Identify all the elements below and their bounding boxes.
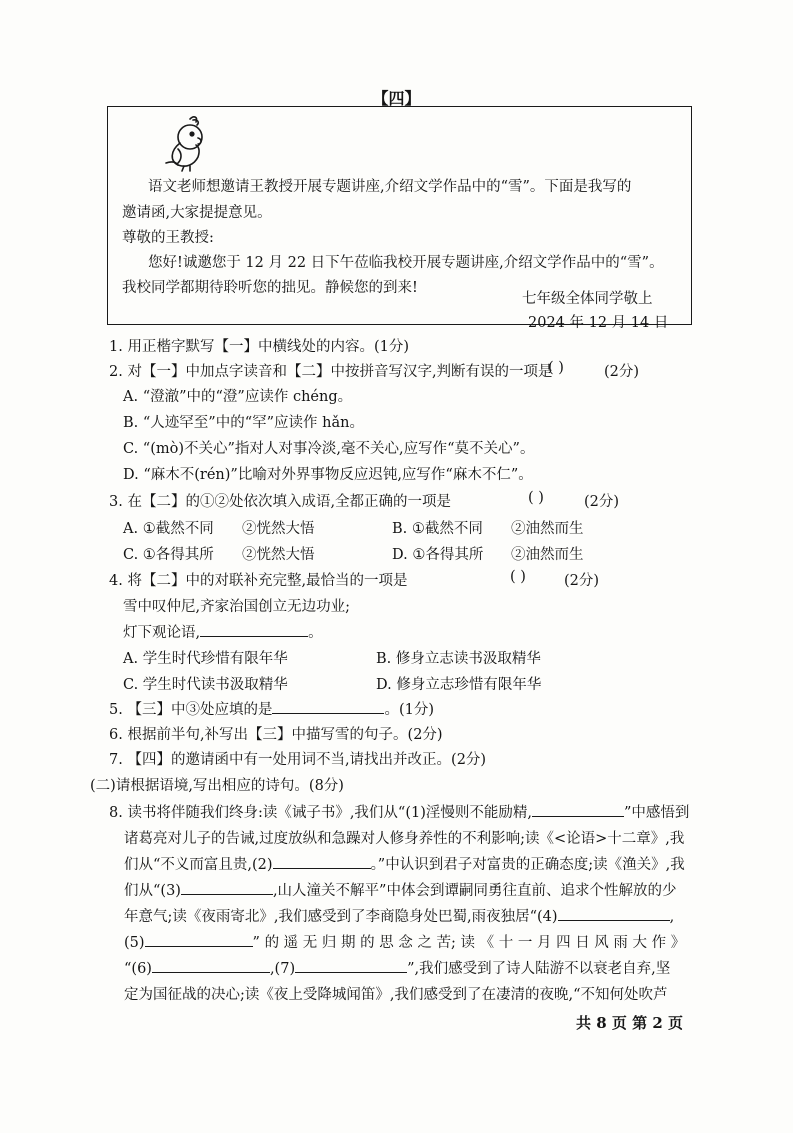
answer-blank-2[interactable] [273,854,371,869]
letter-salutation: 尊敬的王教授: [122,230,214,246]
question-3-score: (2分) [584,494,620,510]
q8-text: “(6) [124,961,152,977]
answer-blank-3[interactable] [181,880,273,895]
question-3-option-b2: ②油然而生 [511,521,584,537]
question-3-option-c2: ②恍然大悟 [242,547,315,563]
question-4-option-d: D. 修身立志珍惜有限年华 [376,677,542,693]
question-2-option-c: C. “(mò)不关心”指对人对事冷淡,毫不关心,应写作“莫不关心”。 [123,441,535,457]
question-3-option-a2: ②恍然大悟 [242,521,315,537]
letter-intro-line2: 邀请函,大家提提意见。 [122,205,272,221]
q8-text: ,山人潼关不解平”中体会到谭嗣同勇往直前、追求个性解放的少 [272,883,677,899]
question-2-stem: 2. 对【一】中加点字读音和【二】中按拼音写汉字,判断有误的一项是 [109,364,553,380]
answer-blank-5[interactable] [145,932,253,947]
question-3-option-c1: C. ①各得其所 [123,547,214,563]
letter-body-line2: 我校同学都期待聆听您的拙见。静候您的到来! [122,280,418,296]
question-2-option-d: D. “麻木不(rén)”比喻对外界事物反应迟钝,应写作“麻木不仁”。 [123,467,533,483]
question-2-answer-paren: ( ) [548,360,564,376]
question-2-option-a: A. “澄澈”中的“澄”应读作 chéng。 [123,389,353,405]
question-4-score: (2分) [564,573,600,589]
q8-text: , [669,909,675,925]
q8-text: 们从“(3) [124,883,181,899]
answer-blank-7[interactable] [295,958,407,973]
answer-blank[interactable] [272,699,384,714]
question-3-option-d1: D. ①各得其所 [392,547,484,563]
q8-text: 年意气;读《夜雨寄北》,我们感受到了李商隐身处巴蜀,雨夜独居“(4) [124,909,558,925]
couplet2-suffix: 。 [308,625,323,641]
question-8-line7 [124,957,670,978]
letter-body-line1: 您好!诚邀您于 12 月 22 日下午莅临我校开展专题讲座,介绍文学作品中的“雪”。 [148,255,664,271]
question-5-prefix: 5. 【三】中③处应填的是 [109,702,273,718]
question-3-option-a1: A. ①截然不同 [123,521,214,537]
question-4-answer-paren: ( ) [510,569,526,585]
question-7: 7. 【四】的邀请函中有一处用词不当,请找出并改正。(2分) [109,752,487,768]
answer-blank-6[interactable] [152,958,270,973]
question-4-stem: 4. 将【二】中的对联补充完整,最恰当的一项是 [109,573,408,589]
parrot-icon [160,113,212,173]
q8-text: (5) [124,935,145,951]
question-1: 1. 用正楷字默写【一】中横线处的内容。(1分) [109,339,409,355]
question-8-line1 [109,801,689,822]
question-5-suffix: 。(1分) [384,702,434,718]
question-3-option-b1: B. ①截然不同 [392,521,483,537]
invitation-box [107,106,692,331]
question-8-line3 [124,853,685,874]
answer-blank-4[interactable] [558,906,670,921]
letter-intro-line1: 语文老师想邀请王教授开展专题讲座,介绍文学作品中的“雪”。下面是我写的 [148,179,632,195]
question-4-couplet-line2 [123,621,323,642]
couplet2-prefix: 灯下观论语, [123,625,201,641]
question-8-line2: 诸葛亮对儿子的告诫,过度放纵和急躁对人修身养性的不利影响;读《<论语>十二章》,我 [124,831,685,847]
question-4-couplet-line1: 雪中叹仲尼,齐家治国创立无边功业; [123,599,350,615]
question-4-option-c: C. 学生时代读书汲取精华 [123,677,288,693]
question-6: 6. 根据前半句,补写出【三】中描写雪的句子。(2分) [109,727,443,743]
question-8-line8: 定为国征战的决心;读《夜上受降城闻笛》,我们感受到了在凄清的夜晚,“不知何处吹芦 [124,987,668,1003]
answer-blank[interactable] [200,622,308,637]
q8-text: ” 的 遥 无 归 期 的 思 念 之 苦; 读 《 十 一 月 四 日 风 雨 大 作 》 [252,935,686,951]
q8-text: 8. 读书将伴随我们终身:读《诫子书》,我们从“(1)淫慢则不能励精, [109,805,532,821]
page-footer: 共 8 页 第 2 页 [576,1014,683,1032]
question-5 [109,698,434,719]
q8-text: 们从“不义而富且贵,(2) [124,857,273,873]
question-4-option-a: A. 学生时代珍惜有限年华 [123,651,288,667]
part-2-heading: (二)请根据语境,写出相应的诗句。(8分) [90,778,344,794]
question-8-line6 [124,931,685,952]
question-3-answer-paren: ( ) [528,490,544,506]
letter-signature: 七年级全体同学敬上 [522,291,653,307]
q8-text: 。”中认识到君子对富贵的正确态度;读《渔关》,我 [370,857,685,873]
question-3-option-d2: ②油然而生 [511,547,584,563]
question-8-line4 [124,879,676,900]
section-title: 【四】 [372,89,421,108]
question-3-stem: 3. 在【二】的①②处依次填入成语,全都正确的一项是 [109,494,452,510]
question-2-score: (2分) [604,364,640,380]
letter-date: 2024 年 12 月 14 日 [528,315,669,331]
question-8-line5 [124,905,674,926]
question-2-option-b: B. “人迹罕至”中的“罕”应读作 hǎn。 [123,415,364,431]
q8-text: ”中感悟到 [624,805,690,821]
question-4-option-b: B. 修身立志读书汲取精华 [376,651,541,667]
q8-text: ,(7) [269,961,296,977]
answer-blank-1[interactable] [532,802,624,817]
q8-text: ”,我们感受到了诗人陆游不以衰老自弃,坚 [407,961,671,977]
